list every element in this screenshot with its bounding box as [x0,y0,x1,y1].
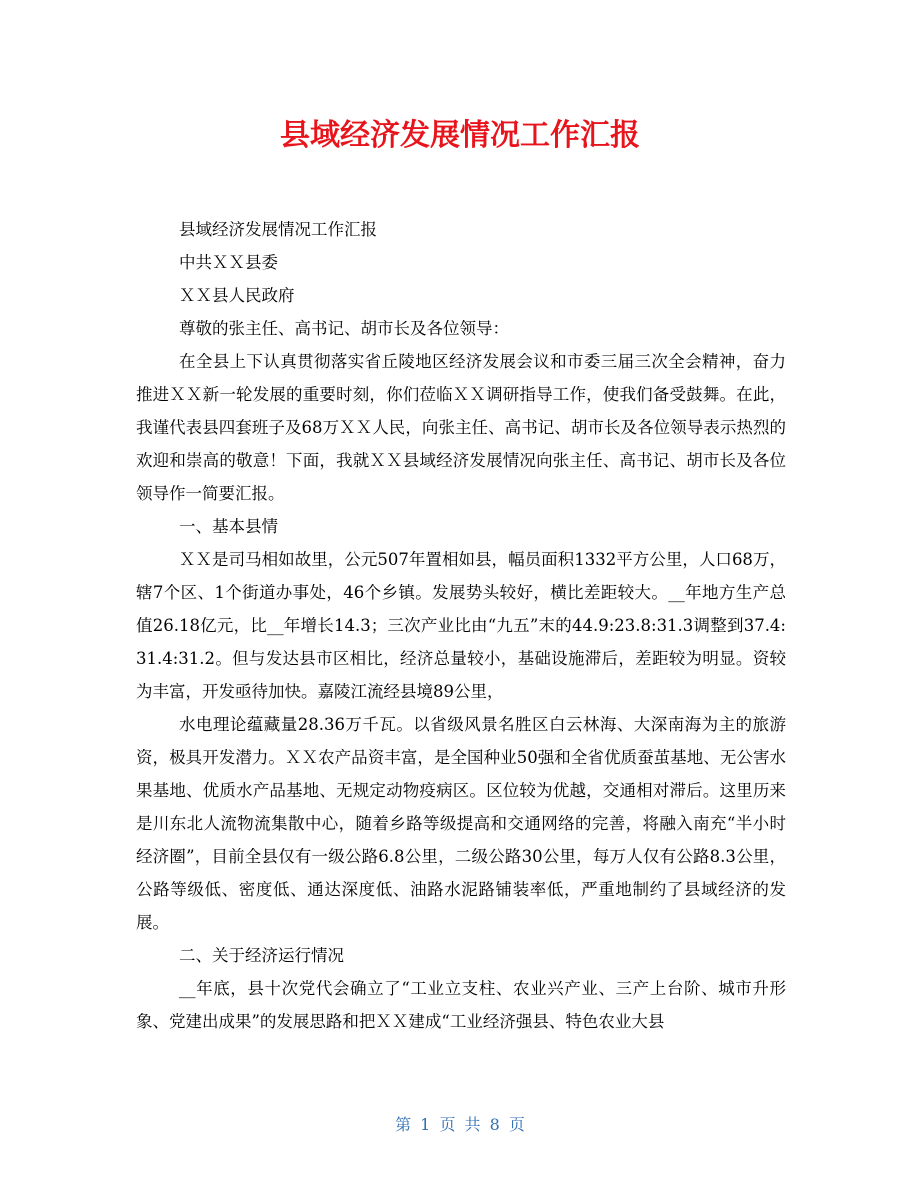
paragraph-salutation: 尊敬的张主任、高书记、胡市长及各位领导： [179,319,509,338]
page-number-footer: 第 1 页 共 8 页 [395,1115,525,1134]
paragraph-resources: 水电理论蕴藏量28.36万千瓦。以省级风景名胜区白云林海、大深南海为主的旅游资，极具开发潜力。ＸＸ农产品资丰富，是全国种业50强和全省优质蚕茧基地、无公害水果基地、优质水产品基地、无规定动物疫病区。区位较为优越，交通相对滞后。这里历来是川东北人流物流集散中心，随着乡路等级提高和交通网络的完善，将融入南充“半小时经济圈”，目前全县仅有一级公路6.8公里，二级公路30公里，每万人仅有公路8.3公里，公路等级低、密度低、通达深度低、油路水泥路铺装率低，严重地制约了县域经济的发展。 [136,715,786,932]
section-heading-basic-info: 一、基本县情 [179,517,278,536]
paragraph-introduction: 在全县上下认真贯彻落实省丘陵地区经济发展会议和市委三届三次全会精神，奋力推进ＸＸ新一轮发展的重要时刻，你们莅临ＸＸ调研指导工作，使我们备受鼓舞。在此，我谨代表县四套班子及68万ＸＸ人民，向张主任、高书记、胡市长及各位领导表示热烈的欢迎和崇高的敬意！下面，我就ＸＸ县域经济发展情况向张主任、高书记、胡市长及各位领导作一简要汇报。 [136,352,786,503]
paragraph-heading-repeat: 县域经济发展情况工作汇报 [179,220,377,239]
paragraph-party-committee: 中共ＸＸ县委 [179,253,278,272]
paragraph-basic-info: ＸＸ是司马相如故里，公元507年置相如县，幅员面积1332平方公里，人口68万，辖7个区、1个街道办事处，46个乡镇。发展势头较好，横比差距较大。__年地方生产总值26.18亿元，比__年增长14.3；三次产业比由“九五”末的44.9:23.8:31.3调整到37.4:31.4:31.2。但与发达县市区相比，经济总量较小，基础设施滞后，差距较为明显。资较为丰富，开发亟待加快。嘉陵江流经县境89公里， [136,550,786,701]
section-heading-economy: 二、关于经济运行情况 [179,946,344,965]
document-body [136,213,786,1038]
paragraph-government: ＸＸ县人民政府 [179,286,295,305]
document-title: 县域经济发展情况工作汇报 [280,118,640,153]
paragraph-economy: __年底，县十次党代会确立了“工业立支柱、农业兴产业、三产上台阶、城市升形象、党建出成果”的发展思路和把ＸＸ建成“工业经济强县、特色农业大县 [136,979,786,1031]
